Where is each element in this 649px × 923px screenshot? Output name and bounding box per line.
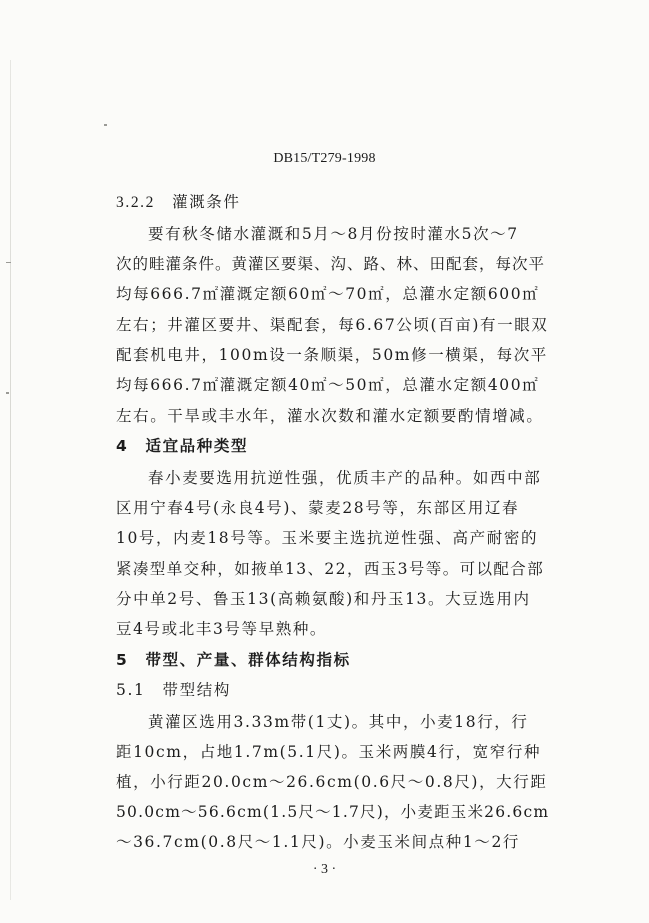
paragraph-line: 配套机电井，100m设一条顺渠，50m修一横渠，每次平 [116, 346, 548, 364]
paragraph-line: 左右；井灌区要井、渠配套，每6.67公顷(百亩)有一眼双 [116, 316, 549, 334]
paragraph-line: 10号，内麦18号等。玉米要主选抗逆性强、高产耐密的 [116, 529, 539, 547]
paragraph-line: ～36.7cm(0.8尺～1.1尺)。小麦玉米间点种1～2行 [116, 833, 521, 851]
paragraph-line: 植，小行距20.0cm～26.6cm(0.6尺～0.8尺)，大行距 [116, 773, 548, 791]
section-heading-4: 4 适宜品种类型 [116, 437, 249, 455]
scan-speck [6, 392, 9, 394]
paragraph-line: 50.0cm～56.6cm(1.5尺～1.7尺)，小麦距玉米26.6cm [116, 803, 550, 821]
paragraph-line: 均每666.7㎡灌溉定额60㎡～70㎡，总灌水定额600㎡ [116, 285, 540, 303]
scan-speck [104, 124, 107, 126]
paragraph-line: 紧凑型单交种，如掖单13、22，西玉3号等。可以配合部 [116, 560, 545, 578]
scan-edge-line [10, 60, 11, 900]
paragraph-line: 分中单2号、鲁玉13(高赖氨酸)和丹玉13。大豆选用内 [116, 590, 531, 608]
paragraph-line: 距10cm，占地1.7m(5.1尺)。玉米两膜4行，宽窄行种 [116, 743, 542, 761]
paragraph-line: 要有秋冬储水灌溉和5月～8月份按时灌水5次～7 [148, 225, 519, 243]
scan-speck [6, 262, 11, 263]
paragraph-line: 春小麦要选用抗逆性强，优质丰产的品种。如西中部 [148, 469, 542, 487]
paragraph-line: 均每666.7㎡灌溉定额40㎡～50㎡，总灌水定额400㎡ [116, 376, 540, 394]
standard-code-header: DB15/T279-1998 [273, 151, 376, 166]
paragraph-line: 次的畦灌条件。黄灌区要渠、沟、路、林、田配套，每次平 [116, 255, 546, 273]
paragraph-line: 黄灌区选用3.33m带(1丈)。其中，小麦18行，行 [148, 713, 529, 731]
section-heading-5-1: 5.1 带型结构 [116, 681, 231, 699]
section-heading-3-2-2: 3.2.2 灌溉条件 [116, 194, 241, 211]
paragraph-line: 左右。干旱或丰水年，灌水次数和灌水定额要酌情增减。 [116, 407, 544, 425]
section-heading-5: 5 带型、产量、群体结构指标 [116, 651, 351, 669]
page-number: · 3 · [312, 862, 337, 877]
paragraph-line: 豆4号或北丰3号等早熟种。 [116, 620, 328, 638]
paragraph-line: 区用宁春4号(永良4号)、蒙麦28号等，东部区用辽春 [116, 499, 520, 517]
